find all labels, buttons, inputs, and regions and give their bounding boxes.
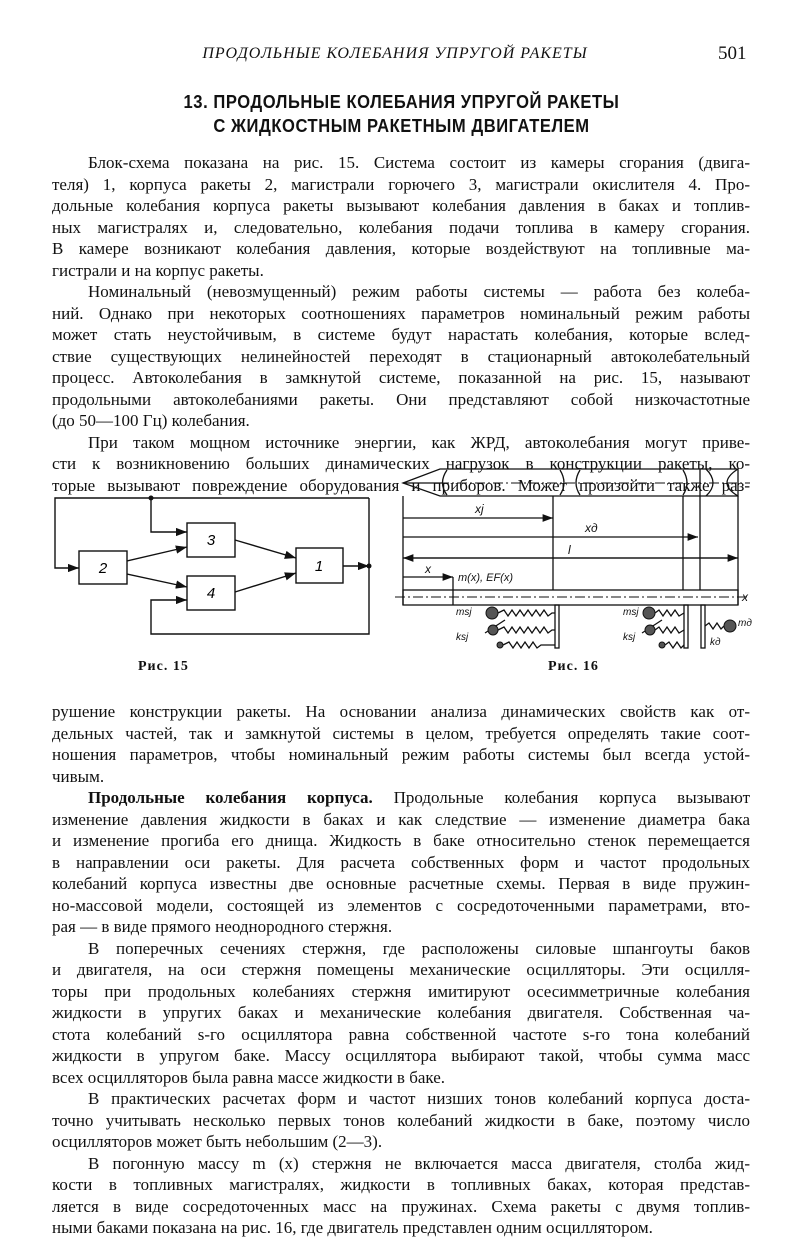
line-text: Блок-схема показана на рис. 15. Система состоит из камеры сгорания (двига- bbox=[88, 153, 750, 172]
line-text: теля) 1, корпуса ракеты 2, магистрали горючего 3, магистрали окислителя 4. Про- bbox=[52, 174, 750, 194]
line-text: ствие существующих нелинейностей переходят в стационарный автоколебательный bbox=[52, 346, 750, 366]
oscillator-mass bbox=[643, 607, 655, 619]
line-text: всех осцилляторов была равна массе жидкости в баке. bbox=[52, 1067, 446, 1087]
label-xd: xд bbox=[585, 521, 598, 535]
line-text: рушение конструкции ракеты. На основании анализа динамических свойств как от- bbox=[52, 702, 750, 721]
text-line bbox=[52, 938, 750, 960]
line-text: ных магистралях и, следовательно, колебания подачи топлива в камеру сгорания. bbox=[52, 217, 750, 237]
text-line bbox=[52, 766, 750, 788]
text-line bbox=[52, 809, 750, 831]
line-text: дольные колебания корпуса ракеты вызывают колебания давления в баках и топлив- bbox=[52, 196, 750, 215]
line-text: но-массовой модели, состоящей из элементов с сосредоточенными параметрами, вто- bbox=[52, 895, 750, 915]
label-xj: xj bbox=[475, 502, 484, 516]
text-line bbox=[52, 959, 750, 981]
text-line bbox=[52, 1024, 750, 1046]
body-text-bottom bbox=[52, 701, 750, 1239]
figure-15-caption: Рис. 15 bbox=[138, 659, 189, 674]
line-text: может стать неустойчивым, в системе будут нарастать колебания, которые вслед- bbox=[52, 325, 750, 344]
figure-16-caption: Рис. 16 bbox=[548, 659, 599, 674]
line-text: В поперечных сечениях стержня, где расположены силовые шпангоуты баков bbox=[88, 938, 750, 958]
line-text: ний. Однако при некоторых соотношениях параметров номинальный режим работы bbox=[52, 303, 750, 323]
text-line bbox=[52, 1153, 750, 1175]
block-1-label: 1 bbox=[314, 558, 324, 575]
label-l: l bbox=[568, 543, 571, 557]
text-line bbox=[52, 1110, 750, 1132]
text-line bbox=[52, 1217, 750, 1239]
line-text: ными баками показана на рис. 16, где двигатель представлен одним осциллятором. bbox=[52, 1218, 653, 1237]
text-line bbox=[52, 1088, 750, 1110]
line-text: сти к возникновению больших динамических нагрузок в конструкции ракеты, ко- bbox=[52, 454, 750, 473]
text-line bbox=[52, 916, 750, 938]
line-text: торы при продольных колебаниях стержня имитируют осесимметричные колебания bbox=[52, 981, 750, 1001]
section-title-line-2: С ЖИДКОСТНЫМ РАКЕТНЫМ ДВИГАТЕЛЕМ bbox=[213, 116, 590, 136]
oscillator-mass bbox=[659, 642, 665, 648]
text-line bbox=[52, 1174, 750, 1196]
text-line bbox=[52, 1196, 750, 1218]
oscillator-mass bbox=[645, 625, 655, 635]
line-text: процесс. Автоколебания в замкнутой системе, показанной на рис. 15, называют bbox=[52, 368, 750, 387]
block-2-label: 2 bbox=[98, 560, 108, 577]
paragraph-heading: Продольные колебания корпуса. bbox=[88, 788, 373, 807]
text-line bbox=[52, 852, 750, 874]
line-text: дельных частей, так и замкнутой системы в целом, требуется определять такие соот- bbox=[52, 723, 750, 743]
line-text: и изменение прогиба его днища. Жидкость в баке относительно стенок перемещается bbox=[52, 831, 750, 850]
page-number: 501 bbox=[718, 43, 747, 64]
label-msj: msj bbox=[623, 607, 639, 618]
engine-mass bbox=[724, 620, 736, 632]
line-text: При таком мощном источнике энергии, как ЖРД, автоколебания могут приве- bbox=[88, 432, 750, 452]
text-line bbox=[52, 1045, 750, 1067]
label-ksj: ksj bbox=[623, 632, 636, 643]
line-text: стота колебаний s-го осциллятора равна собственной частоте s-го тона колебаний bbox=[52, 1024, 750, 1044]
oscillator-mass bbox=[486, 607, 498, 619]
text-line bbox=[52, 723, 750, 745]
line-text: В погонную массу m (x) стержня не включается масса двигателя, столба жид- bbox=[88, 1153, 750, 1173]
line-text: продольными автоколебаниями ракеты. Они представляют собой низкочастотные bbox=[52, 389, 750, 409]
label-mx-efx: m(x), EF(x) bbox=[458, 572, 513, 584]
label-kd: kд bbox=[710, 637, 721, 648]
text-line bbox=[52, 830, 750, 852]
line-text: рая — в виде прямого неоднородного стержня. bbox=[52, 917, 393, 936]
text-line bbox=[52, 787, 750, 809]
text-line bbox=[52, 1067, 750, 1089]
oscillator-mass bbox=[497, 642, 503, 648]
line-text: гистрали и на корпус ракеты. bbox=[52, 260, 264, 280]
label-x: x bbox=[425, 562, 431, 576]
block-4-label: 4 bbox=[206, 585, 216, 602]
line-text: ляется в виде сосредоточенных масс на пружинах. Схема ракеты с двумя топлив- bbox=[52, 1196, 750, 1216]
text-line bbox=[52, 981, 750, 1003]
line-text: ношения параметров, чтобы номинальный режим работы системы был всегда устой- bbox=[52, 745, 750, 764]
label-md: mд bbox=[738, 618, 752, 629]
section-title-line-1: 13. ПРОДОЛЬНЫЕ КОЛЕБАНИЯ УПРУГОЙ РАКЕТЫ bbox=[183, 92, 620, 112]
line-text: жидкости в упругих баках и механические колебания двигателя. Собственная ча- bbox=[52, 1003, 750, 1022]
line-text: В камере возникают колебания давления, которые воздействуют на топливные ма- bbox=[52, 239, 750, 258]
line-text: осцилляторов может быть небольшим (2—3). bbox=[52, 1132, 383, 1151]
line-text: (до 50—100 Гц) колебания. bbox=[52, 411, 250, 430]
line-text: торые вызывают повреждение оборудования и приборов. Может произойти также раз- bbox=[52, 475, 750, 495]
line-text: кости в топливных магистралях, жидкости в топливных баках, которая представ- bbox=[52, 1175, 750, 1194]
line-text: в направлении оси ракеты. Для расчета собственных форм и частот продольных bbox=[52, 852, 750, 872]
line-text: точно учитывать несколько первых тонов колебаний жидкости в баке, поэтому число bbox=[52, 1110, 750, 1130]
text-line bbox=[52, 873, 750, 895]
text-line bbox=[52, 1131, 750, 1153]
line-text: жидкости в упругом баке. Массу осциллятора выбирают такой, чтобы сумма масс bbox=[52, 1046, 750, 1065]
line-text: Номинальный (невозмущенный) режим работы системы — работа без колеба- bbox=[88, 282, 750, 301]
line-text: В практических расчетах форм и частот низших тонов колебаний корпуса доста- bbox=[88, 1089, 750, 1108]
running-header: ПРОДОЛЬНЫЕ КОЛЕБАНИЯ УПРУГОЙ РАКЕТЫ bbox=[202, 45, 588, 62]
line-text: изменение давления жидкости в баках и как следствие — изменение диаметра бака bbox=[52, 809, 750, 829]
block-3-label: 3 bbox=[206, 532, 216, 549]
oscillator-mass bbox=[488, 625, 498, 635]
line-text: чивым. bbox=[52, 766, 105, 786]
line-text: и двигателя, на оси стержня помещены механические осцилляторы. Эти осцилля- bbox=[52, 960, 750, 979]
label-ksj: ksj bbox=[456, 632, 469, 643]
line-text: Продольные колебания корпуса вызывают bbox=[393, 788, 750, 807]
text-line bbox=[52, 701, 750, 723]
text-line bbox=[52, 895, 750, 917]
text-line bbox=[52, 744, 750, 766]
label-axis-x: x bbox=[742, 590, 748, 604]
line-text: колебаний корпуса известны две основные расчетные схемы. Первая в виде пружин- bbox=[52, 874, 750, 893]
label-msj: msj bbox=[456, 607, 472, 618]
text-line bbox=[52, 1002, 750, 1024]
